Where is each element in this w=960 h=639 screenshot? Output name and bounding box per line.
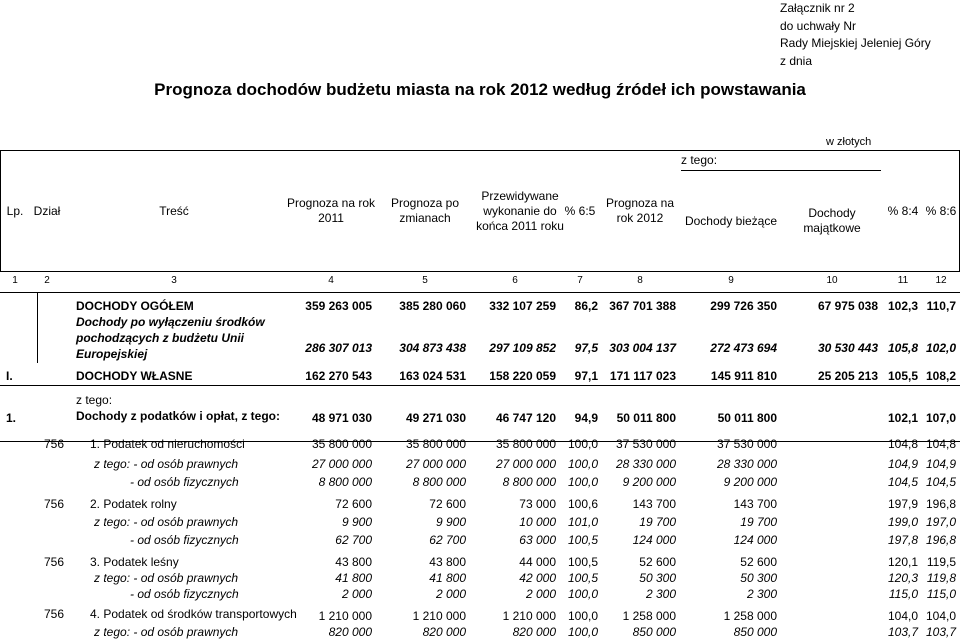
row-value: 62 700 bbox=[429, 533, 466, 547]
row-value: 110,7 bbox=[926, 299, 956, 313]
row-value: 100,6 bbox=[567, 497, 598, 511]
row-value: 28 330 000 bbox=[615, 457, 676, 471]
row-value: 48 971 030 bbox=[311, 411, 372, 425]
column-numbers bbox=[0, 272, 960, 293]
row-value: 104,5 bbox=[887, 475, 918, 489]
col-num-11: 11 bbox=[897, 275, 909, 286]
row-value: 97,1 bbox=[574, 369, 598, 383]
row-value: 2 000 bbox=[525, 587, 556, 601]
header-c11: % 8:4 bbox=[887, 203, 919, 218]
row-label-line-3: Europejskiej bbox=[76, 347, 148, 361]
row-value: 143 700 bbox=[733, 497, 777, 511]
col-num-4: 4 bbox=[328, 275, 334, 286]
row-value: 52 600 bbox=[639, 555, 676, 569]
row-value: 62 700 bbox=[335, 533, 372, 547]
row-value: 27 000 000 bbox=[311, 457, 372, 471]
row-value: 35 800 000 bbox=[495, 437, 556, 451]
row-value: 145 911 810 bbox=[710, 369, 777, 383]
header-lp: Lp. bbox=[6, 203, 24, 218]
row-value: 119,5 bbox=[926, 555, 956, 569]
row-value: 299 726 350 bbox=[710, 299, 777, 313]
row-value: 43 800 bbox=[335, 555, 372, 569]
row-value: 272 473 694 bbox=[710, 341, 777, 355]
row-value: 9 200 000 bbox=[723, 475, 777, 489]
row-label: - od osób fizycznych bbox=[130, 587, 239, 601]
row-value: 120,3 bbox=[887, 571, 918, 585]
row-label: 4. Podatek od środków transportowych bbox=[90, 607, 297, 621]
row-value: 100,0 bbox=[567, 587, 598, 601]
row-value: 104,8 bbox=[925, 437, 956, 451]
row-value: 63 000 bbox=[519, 533, 556, 547]
row-value: 103,7 bbox=[925, 625, 956, 639]
row-label: z tego: - od osób prawnych bbox=[94, 571, 239, 585]
row-label: - od osób fizycznych bbox=[130, 475, 239, 489]
row-value: 119,8 bbox=[926, 571, 956, 585]
row-value: 43 800 bbox=[429, 555, 466, 569]
row-value: 44 000 bbox=[519, 555, 556, 569]
row-label: - od osób fizycznych bbox=[130, 533, 239, 547]
row-value: 9 200 000 bbox=[622, 475, 676, 489]
row-value: 304 873 438 bbox=[399, 341, 466, 355]
column-gutter bbox=[37, 293, 38, 363]
row-value: 35 800 000 bbox=[405, 437, 466, 451]
row-value: 67 975 038 bbox=[817, 299, 878, 313]
row-value: 100,0 bbox=[567, 437, 598, 451]
row-value: 52 600 bbox=[740, 555, 777, 569]
col-num-3: 3 bbox=[171, 275, 177, 286]
row-value: 9 900 bbox=[341, 515, 372, 529]
row-value: 158 220 059 bbox=[489, 369, 556, 383]
row-value: 820 000 bbox=[422, 625, 466, 639]
row-value: 820 000 bbox=[512, 625, 556, 639]
row-value: 100,5 bbox=[567, 555, 598, 569]
row-value: 162 270 543 bbox=[305, 369, 372, 383]
row-value: 1 258 000 bbox=[622, 609, 676, 623]
row-value: 104,5 bbox=[925, 475, 956, 489]
annex-line-3: Rady Miejskiej Jeleniej Góry bbox=[780, 36, 931, 50]
row-label: 1. Podatek od nieruchomości bbox=[90, 437, 245, 451]
row-value: 19 700 bbox=[639, 515, 676, 529]
row-value: 108,2 bbox=[925, 369, 956, 383]
row-value: 196,8 bbox=[925, 533, 956, 547]
row-value: 820 000 bbox=[328, 625, 372, 639]
row-value: 120,1 bbox=[887, 555, 918, 569]
row-value: 100,0 bbox=[567, 475, 598, 489]
row-value: 8 800 000 bbox=[318, 475, 372, 489]
row-value: 37 530 000 bbox=[615, 437, 676, 451]
col-num-2: 2 bbox=[44, 275, 50, 286]
row-value: 1 258 000 bbox=[723, 609, 777, 623]
row-value: 100,0 bbox=[567, 625, 598, 639]
row-value: 107,0 bbox=[925, 411, 956, 425]
document-title: Prognoza dochodów budżetu miasta na rok 2012 według źródeł ich powstawania bbox=[154, 80, 806, 99]
row-label: 2. Podatek rolny bbox=[90, 497, 177, 511]
row-value: 41 800 bbox=[335, 571, 372, 585]
row-value: 100,0 bbox=[567, 609, 598, 623]
row-value: 143 700 bbox=[632, 497, 676, 511]
row-value: 28 330 000 bbox=[716, 457, 777, 471]
row-value: 367 701 388 bbox=[609, 299, 676, 313]
row-value: 2 000 bbox=[435, 587, 466, 601]
row-value: 103,7 bbox=[887, 625, 918, 639]
row-dzial: 756 bbox=[44, 607, 65, 621]
row-dzial: 756 bbox=[44, 437, 65, 451]
row-value: 850 000 bbox=[733, 625, 777, 639]
row-value: 303 004 137 bbox=[609, 341, 676, 355]
row-value: 1 210 000 bbox=[318, 609, 372, 623]
row-value: 171 117 023 bbox=[609, 369, 676, 383]
row-label: z tego: - od osób prawnych bbox=[94, 515, 239, 529]
header-c12: % 8:6 bbox=[925, 203, 957, 218]
header-dzial: Dział bbox=[33, 203, 61, 218]
row-value: 104,0 bbox=[925, 609, 956, 623]
row-value: 37 530 000 bbox=[716, 437, 777, 451]
row-value: 49 271 030 bbox=[405, 411, 466, 425]
annex-line-4: z dnia bbox=[780, 53, 813, 68]
row-value: 199,0 bbox=[887, 515, 918, 529]
row-value: 124 000 bbox=[733, 533, 777, 547]
row-value: 102,3 bbox=[887, 299, 918, 313]
row-dzial: 756 bbox=[44, 497, 65, 511]
row-value: 359 263 005 bbox=[305, 299, 372, 313]
header-z-tego: z tego: bbox=[681, 152, 718, 167]
header-c10: Dochody majątkowe bbox=[803, 206, 861, 235]
row-value: 27 000 000 bbox=[495, 457, 556, 471]
col-num-5: 5 bbox=[422, 275, 428, 286]
row-label: z tego: - od osób prawnych bbox=[94, 457, 239, 471]
annex-note bbox=[780, 0, 931, 70]
row-value: 86,2 bbox=[574, 299, 598, 313]
row-value: 2 300 bbox=[746, 587, 777, 601]
row-value: 50 300 bbox=[639, 571, 676, 585]
row-value: 197,0 bbox=[925, 515, 956, 529]
header-c4: Prognoza na rok 2011 bbox=[286, 196, 376, 225]
row-value: 102,0 bbox=[925, 341, 956, 355]
row-value: 72 600 bbox=[335, 497, 372, 511]
row-value: 1 210 000 bbox=[502, 609, 556, 623]
row-value: 2 300 bbox=[645, 587, 676, 601]
row-value: 104,9 bbox=[925, 457, 956, 471]
row-value: 30 530 443 bbox=[817, 341, 878, 355]
row-value: 101,0 bbox=[567, 515, 598, 529]
row-value: 50 011 800 bbox=[717, 411, 777, 425]
row-value: 196,8 bbox=[925, 497, 956, 511]
row-value: 105,8 bbox=[887, 341, 918, 355]
row-label-line-2: pochodzących z budżetu Unii bbox=[76, 331, 245, 345]
row-value: 94,9 bbox=[574, 411, 598, 425]
units-label: w złotych bbox=[826, 136, 872, 148]
row-pre-label: z tego: bbox=[76, 393, 113, 407]
row-value: 104,8 bbox=[887, 437, 918, 451]
row-value: 25 205 213 bbox=[817, 369, 878, 383]
row-value: 104,0 bbox=[887, 609, 918, 623]
row-value: 163 024 531 bbox=[399, 369, 466, 383]
row-value: 332 107 259 bbox=[489, 299, 556, 313]
row-value: 9 900 bbox=[435, 515, 466, 529]
row-value: 385 280 060 bbox=[399, 299, 466, 313]
row-value: 102,1 bbox=[887, 411, 918, 425]
header-c8: Prognoza na rok 2012 bbox=[605, 196, 675, 225]
row-value: 72 600 bbox=[429, 497, 466, 511]
col-num-9: 9 bbox=[728, 275, 734, 286]
row-value: 10 000 bbox=[519, 515, 556, 529]
col-num-1: 1 bbox=[12, 275, 18, 286]
row-value: 27 000 000 bbox=[405, 457, 466, 471]
col-num-8: 8 bbox=[637, 275, 643, 286]
row-value: 100,5 bbox=[567, 533, 598, 547]
row-value: 50 300 bbox=[740, 571, 777, 585]
row-value: 115,0 bbox=[888, 587, 918, 601]
table-header bbox=[0, 150, 960, 272]
row-value: 41 800 bbox=[429, 571, 466, 585]
row-value: 115,0 bbox=[926, 587, 956, 601]
col-num-7: 7 bbox=[577, 275, 583, 286]
row-value: 100,0 bbox=[567, 457, 598, 471]
row-label: Dochody z podatków i opłat, z tego: bbox=[76, 409, 280, 423]
row-value: 297 109 852 bbox=[489, 341, 556, 355]
col-num-10: 10 bbox=[826, 275, 838, 286]
row-label: 3. Podatek leśny bbox=[90, 555, 179, 569]
row-label: Dochody po wyłączeniu środków bbox=[76, 315, 265, 329]
col-num-6: 6 bbox=[512, 275, 518, 286]
header-c6: Przewidywane wykonanie do końca 2011 roku bbox=[476, 188, 564, 233]
row-value: 124 000 bbox=[632, 533, 676, 547]
header-tresc: Treść bbox=[159, 203, 189, 218]
row-value: 850 000 bbox=[632, 625, 676, 639]
row-dzial: 756 bbox=[44, 555, 65, 569]
row-label: z tego: - od osób prawnych bbox=[94, 625, 239, 639]
row-lp: 1. bbox=[6, 411, 17, 425]
row-value: 19 700 bbox=[740, 515, 777, 529]
header-c7: % 6:5 bbox=[564, 203, 596, 218]
row-value: 73 000 bbox=[519, 497, 556, 511]
row-value: 1 210 000 bbox=[412, 609, 466, 623]
header-c5: Prognoza po zmianach bbox=[390, 196, 460, 225]
row-value: 197,9 bbox=[887, 497, 918, 511]
annex-line-2: do uchwały Nr bbox=[780, 18, 857, 33]
row-label: DOCHODY OGÓŁEM bbox=[76, 299, 194, 313]
row-value: 2 000 bbox=[341, 587, 372, 601]
header-c9: Dochody bieżące bbox=[684, 213, 778, 228]
row-value: 105,5 bbox=[887, 369, 918, 383]
row-value: 97,5 bbox=[574, 341, 598, 355]
row-label: DOCHODY WŁASNE bbox=[76, 369, 193, 383]
row-value: 197,8 bbox=[887, 533, 918, 547]
row-value: 104,9 bbox=[887, 457, 918, 471]
row-value: 100,5 bbox=[567, 571, 598, 585]
row-value: 8 800 000 bbox=[502, 475, 556, 489]
row-value: 286 307 013 bbox=[305, 341, 372, 355]
row-value: 35 800 000 bbox=[311, 437, 372, 451]
row-value: 8 800 000 bbox=[412, 475, 466, 489]
row-value: 46 747 120 bbox=[495, 411, 556, 425]
annex-line-1: Załącznik nr 2 bbox=[780, 1, 855, 15]
row-value: 50 011 800 bbox=[616, 411, 676, 425]
col-num-12: 12 bbox=[935, 275, 947, 286]
row-value: 42 000 bbox=[519, 571, 556, 585]
row-lp: I. bbox=[6, 369, 13, 383]
row-separator bbox=[0, 385, 960, 386]
